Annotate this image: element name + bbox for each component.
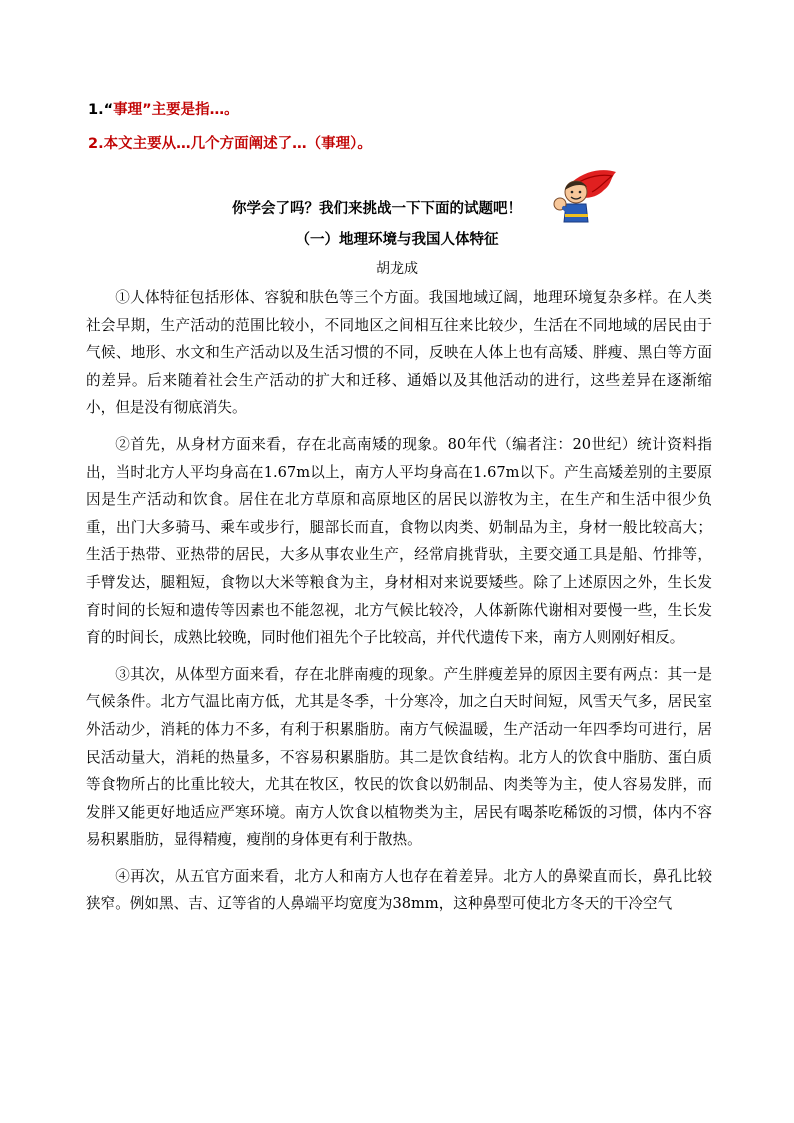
paragraph-2: ②首先，从身材方面来看，存在北高南矮的现象。80年代（编者注：20世纪）统计资料指出，当时北方人平均身高在1.67m以上，南方人平均身高在1.67m以下。产生高矮差别的主要原因是生产活动和饮食。居住在北方草原和高原地区的居民以游牧为主，在生产和生活中很少负重，出门大多骑马、乘车或步行，腿部长而直，食物以肉类、奶制品为主，身材一般比较高大；生活于热带、亚热带的居民，大多从事农业生产，经常肩挑背驮，主要交通工具是船、竹排等，手臂发达，腿粗短，食物以大米等粮食为主，身材相对来说要矮些。除了上述原因之外，生长发育时间的长短和遗传等因素也不能忽视，北方气候比较冷，人体新陈代谢相对要慢一些，生长发育的时间长，成熟比较晚，同时他们祖先个子比较高，并代代遗传下来，南方人则刚好相反。 [86, 435, 712, 647]
tip1-suffix: ”主要是指…。 [142, 102, 239, 118]
tip2-term: 事理 [321, 136, 351, 152]
tip2-suffix: ）。 [350, 136, 372, 152]
tip1-prefix: 1.“ [88, 102, 114, 118]
superhero-kid-icon [552, 168, 618, 226]
tip2-prefix: 2.本文主要从…几个方面阐述了…（ [88, 136, 322, 152]
paragraph-4: ④再次，从五官方面来看，北方人和南方人也存在着差异。北方人的鼻梁直而长，鼻孔比较狭窄。例如黑、吉、辽等省的人鼻端平均宽度为38mm，这种鼻型可使北方冬天的干冷空气 [86, 867, 712, 913]
tip1-term: 事理 [113, 102, 143, 118]
tip-line-1 [88, 98, 239, 119]
article-title: （一）地理环境与我国人体特征 [295, 231, 499, 248]
paragraph-1: ①人体特征包括形体、容貌和肤色等三个方面。我国地域辽阔，地理环境复杂多样。在人类社会早期，生产活动的范围比较小，不同地区之间相互往来比较少，生活在不同地域的居民由于气候、地形、水文和生产活动以及生活习惯的不同，反映在人体上也有高矮、胖瘦、黑白等方面的差异。后来随着社会生产活动的扩大和迁移、通婚以及其他活动的进行，这些差异在逐渐缩小，但是没有彻底消失。 [86, 289, 712, 417]
challenge-heading: 你学会了吗？我们来挑战一下下面的试题吧！ [232, 201, 522, 217]
article-body [86, 284, 712, 927]
article-author: 胡龙成 [376, 261, 418, 277]
paragraph-3: ③其次，从体型方面来看，存在北胖南瘦的现象。产生胖瘦差异的原因主要有两点：其一是气候条件。北方气温比南方低，尤其是冬季，十分寒冷，加之白天时间短，风雪天气多，居民室外活动少，消耗的体力不多，有利于积累脂肪。南方气候温暖，生产活动一年四季均可进行，居民活动量大，消耗的热量多，不容易积累脂肪。其二是饮食结构。北方人的饮食中脂肪、蛋白质等食物所占的比重比较大，尤其在牧区，牧民的饮食以奶制品、肉类等为主，使人容易发胖，而发胖又能更好地适应严寒环境。南方人饮食以植物类为主，居民有喝茶吃稀饭的习惯，体内不容易积累脂肪，显得精瘦，瘦削的身体更有利于散热。 [86, 665, 712, 849]
tip-line-2 [88, 132, 372, 153]
